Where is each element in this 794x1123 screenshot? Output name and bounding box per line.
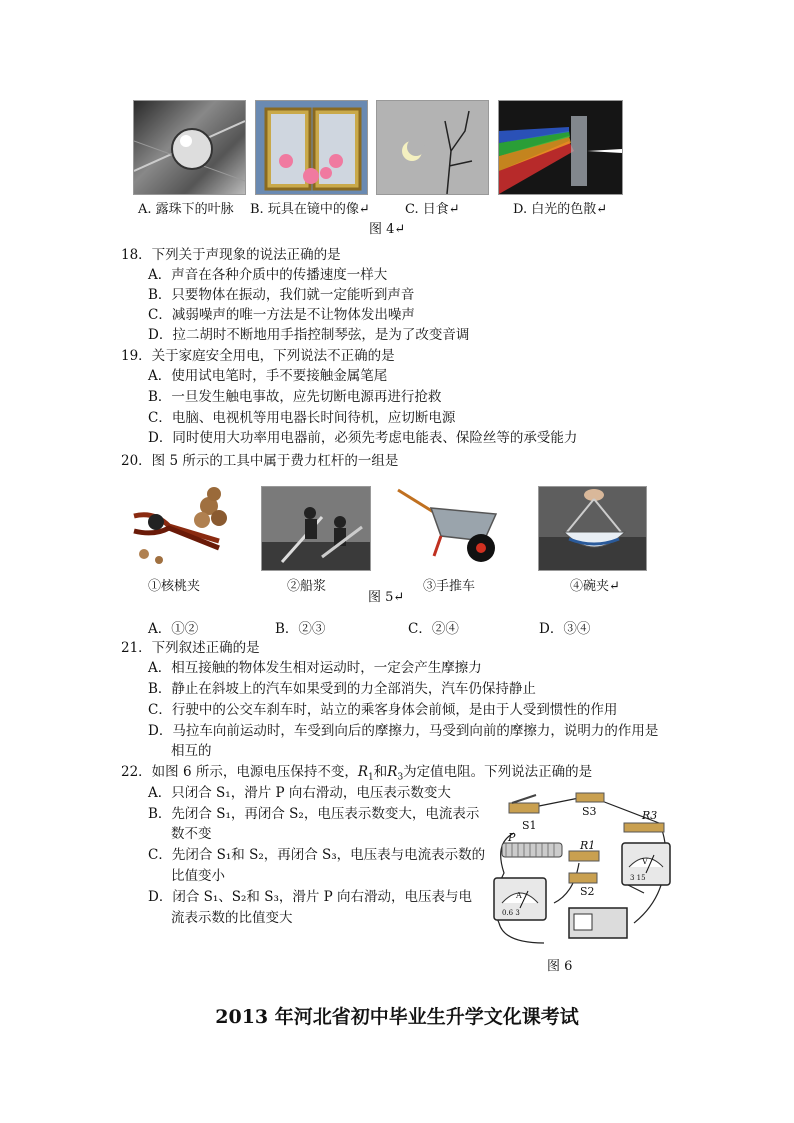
switch-s3-icon [576, 793, 604, 802]
q22-option-d: D．闭合 S₁、S₂和 S₃，滑片 P 向右滑动，电压表与电 [148, 889, 473, 905]
photo-light-dispersion [498, 100, 623, 195]
photo-dewdrop-leaf [133, 100, 246, 195]
switch-s2-icon [569, 873, 597, 883]
figure5-label: 图 5↵ [368, 590, 405, 605]
q21-option-d: D．马拉车向前运动时，车受到向后的摩擦力，马受到向前的摩擦力，说明力的作用是 [148, 723, 659, 739]
eclipse-image [377, 101, 488, 194]
photo-rowing [261, 486, 371, 571]
photo-solar-eclipse [376, 100, 489, 195]
q20-option-d: D．③④ [539, 621, 591, 637]
circuit-label-s3: S3 [582, 805, 597, 818]
q19-option-d: D．同时使用大功率用电器前，必须先考虑电能表、保险丝等的承受能力 [148, 430, 578, 446]
q22-r3-sub: 3 [397, 772, 404, 783]
circuit-label-r1: R1 [580, 839, 596, 852]
circuit-label-r3: R3 [642, 809, 658, 822]
rowing-image [262, 487, 370, 570]
q22-option-c: C．先闭合 S₁和 S₂，再闭合 S₃，电压表与电流表示数的 [148, 847, 486, 863]
circuit-label-ammeter-range: 0.6 3 [502, 909, 520, 917]
figure4-caption-c: C. 日食↵ [405, 202, 460, 217]
q21-option-a: A．相互接触的物体发生相对运动时，一定会产生摩擦力 [148, 660, 482, 676]
figure4-caption-b: B. 玩具在镜中的像↵ [250, 202, 370, 217]
q19-stem: 19．关于家庭安全用电，下列说法不正确的是 [121, 348, 395, 364]
q21-option-c: C．行驶中的公交车刹车时，站立的乘客身体会前倾，是由于人受到惯性的作用 [148, 702, 618, 718]
circuit-label-s1: S1 [522, 819, 537, 832]
q21-option-d-cont: 相互的 [171, 743, 212, 759]
mirror-toys-image [256, 101, 367, 194]
q22-and: 和 [373, 764, 388, 780]
q22-option-c-cont: 比值变小 [171, 868, 225, 884]
circuit-label-p: P [508, 831, 516, 844]
photo-bowl-clamp [538, 486, 647, 571]
dispersion-image [499, 101, 622, 194]
q22-r1-symbol: R [357, 764, 369, 780]
q18-stem: 18．下列关于声现象的说法正确的是 [121, 247, 341, 263]
q20-option-b: B．②③ [275, 621, 326, 637]
figure5-caption-1: ①核桃夹 [148, 579, 201, 594]
q22-r1-sub: 1 [368, 772, 374, 783]
figure5-caption-4: ④碗夹↵ [570, 579, 620, 594]
photo-mirror-toys [255, 100, 368, 195]
q19-option-c: C．电脑、电视机等用电器长时间待机，应切断电源 [148, 410, 456, 426]
q22-option-d-cont: 流表示数的比值变大 [171, 910, 293, 926]
circuit-label-voltmeter: V [642, 857, 648, 866]
q22-stem-a: 22．如图 6 所示，电源电压保持不变， [121, 764, 358, 780]
q22-r3-symbol: R [387, 764, 398, 780]
figure4-label: 图 4↵ [369, 222, 406, 237]
switch-s1-icon [509, 803, 539, 813]
wheelbarrow-image [396, 486, 506, 569]
photo-nutcracker [124, 486, 227, 569]
q19-option-a: A．使用试电笔时，手不要接触金属笔尾 [148, 368, 388, 384]
rheostat-icon [502, 843, 562, 857]
q22-stem-b: 为定值电阻。下列说法正确的是 [403, 764, 593, 780]
q19-option-b: B．一旦发生触电事故，应先切断电源再进行抢救 [148, 389, 442, 405]
q18-option-c: C．减弱噪声的唯一方法是不让物体发出噪声 [148, 307, 415, 323]
q18-option-a: A．声音在各种介质中的传播速度一样大 [148, 267, 388, 283]
circuit-diagram [484, 783, 684, 948]
circuit-label-voltmeter-range: 3 15 [630, 874, 646, 882]
q21-option-b: B．静止在斜坡上的汽车如果受到的力全部消失，汽车仍保持静止 [148, 681, 536, 697]
dewdrop-image [134, 101, 245, 194]
nutcracker-image [124, 486, 227, 569]
figure4-caption-d: D. 白光的色散↵ [513, 202, 608, 217]
q20-stem: 20．图 5 所示的工具中属于费力杠杆的一组是 [121, 453, 399, 469]
figure5-caption-3: ③手推车 [423, 579, 476, 594]
figure4-caption-a: A. 露珠下的叶脉 [138, 202, 234, 217]
resistor-r3-icon [624, 823, 664, 832]
q18-option-b: B．只要物体在振动，我们就一定能听到声音 [148, 287, 415, 303]
q20-option-a: A．①② [148, 621, 199, 637]
resistor-r1-icon [569, 851, 599, 861]
exam-title: 2013 年河北省初中毕业生升学文化课考试 [215, 1006, 579, 1028]
q22-option-a: A．只闭合 S₁，滑片 P 向右滑动，电压表示数变大 [148, 785, 451, 801]
q18-option-d: D．拉二胡时不断地用手指控制琴弦，是为了改变音调 [148, 327, 470, 343]
circuit-label-ammeter: A [516, 891, 522, 900]
q20-option-c: C．②④ [408, 621, 459, 637]
q22-option-b: B．先闭合 S₁，再闭合 S₂，电压表示数变大，电流表示 [148, 806, 480, 822]
q22-option-b-cont: 数不变 [171, 826, 212, 842]
figure6-label: 图 6 [547, 959, 573, 974]
photo-wheelbarrow [396, 486, 506, 569]
figure5-caption-2: ②船浆 [287, 579, 327, 594]
circuit-label-s2: S2 [580, 885, 595, 898]
bowl-clamp-image [539, 487, 646, 570]
q21-stem: 21．下列叙述正确的是 [121, 640, 260, 656]
